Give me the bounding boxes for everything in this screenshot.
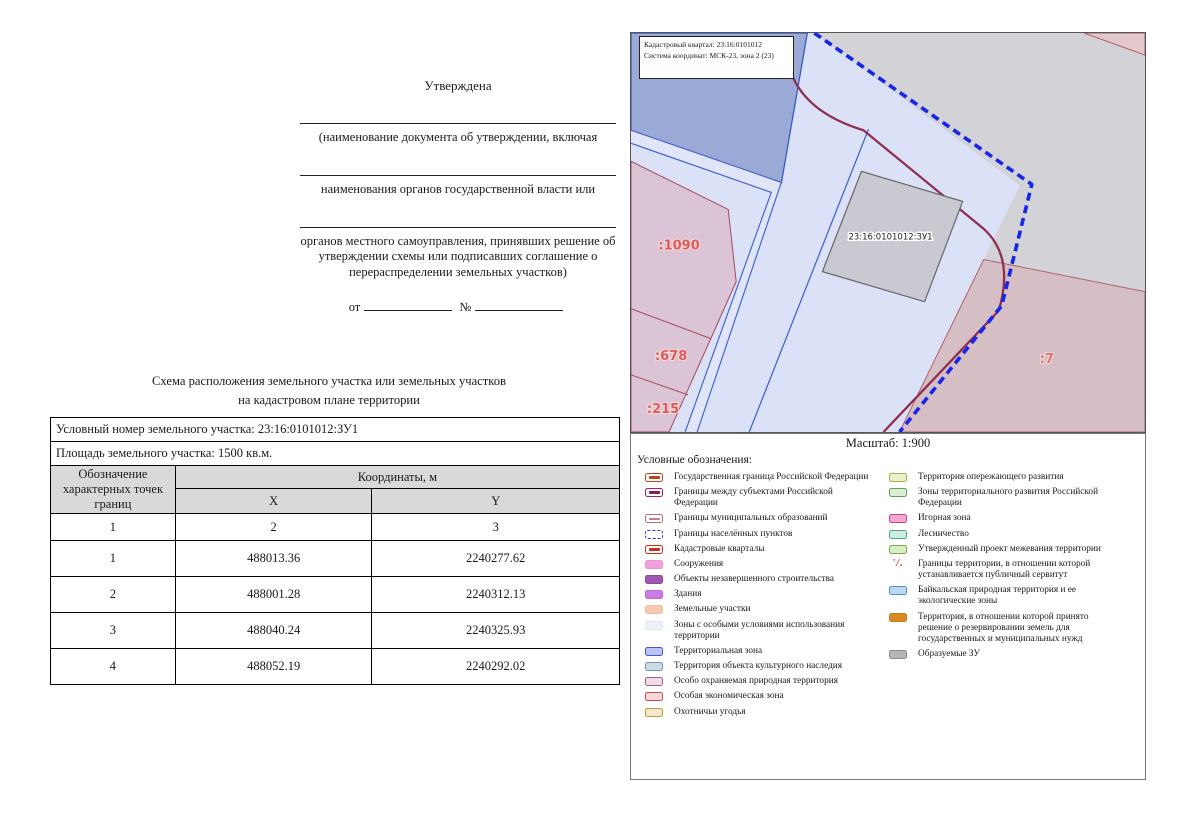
legend-item-label: Территория, в отношении которой принято решение о резервировании земель для государственных и муниципальных нужд (918, 611, 1089, 644)
legend-item-label: Территория объекта культурного наследия (674, 661, 843, 672)
boundary-dash (649, 476, 660, 479)
legend-item-label: Сооружения (674, 558, 724, 569)
blank-caption-2: наименования органов государственной власти или (320, 181, 596, 196)
table-cell: 2240292.02 (372, 649, 620, 685)
cadastral-map (631, 33, 1145, 432)
legend-item-label: Особая экономическая зона (674, 691, 784, 702)
legend-item-label: Границы муниципальных образований (674, 513, 828, 524)
legend-item-label: Здания (674, 589, 702, 600)
legend-item-label: Территориальная зона (674, 645, 763, 656)
legend-column-left (645, 472, 889, 722)
legend-item (889, 556, 1139, 581)
zone-label-7: :7 (1039, 351, 1054, 367)
legend-item-label: Утвержденный проект межевания территории (918, 543, 1101, 554)
legend-columns (631, 470, 1145, 722)
points-column-header: Обозначение характерных точек границ (51, 466, 176, 514)
table-row (51, 649, 620, 685)
table-row (51, 613, 620, 649)
legend-swatch-icon (645, 473, 663, 482)
coordinates-table (50, 417, 620, 685)
numbering-cell: 1 (51, 514, 176, 541)
approved-label: Утверждена (424, 78, 492, 93)
legend-item (889, 649, 1139, 660)
legend-swatch-icon (889, 545, 907, 554)
conditional-number-cell: Условный номер земельного участка: 23:16:0101012:ЗУ1 (51, 418, 620, 442)
legend-item (889, 513, 1139, 524)
legend-swatch-icon (645, 530, 663, 539)
legend-item-label: Кадастровые кварталы (674, 543, 765, 554)
legend-item (889, 487, 1139, 509)
parcel-label: 23:16:0101012:ЗУ1 (848, 232, 933, 243)
legend-item (645, 487, 889, 509)
legend-item-label: Зоны с особыми условиями использования территории (674, 619, 845, 641)
legend-item-label: Охотничьи угодья (674, 706, 746, 717)
legend-swatch-icon (645, 662, 663, 671)
legend-swatch-icon (889, 530, 907, 539)
table-cell: 2240312.13 (372, 577, 620, 613)
legend-swatch-icon (889, 514, 907, 523)
legend-swatch-icon (645, 575, 663, 584)
table-cell: 488001.28 (175, 577, 372, 613)
map-panel (630, 32, 1146, 433)
area-cell: Площадь земельного участка: 1500 кв.м. (51, 442, 620, 466)
boundary-dash (649, 518, 660, 521)
legend-swatch-icon (645, 677, 663, 686)
table-cell: 488052.19 (175, 649, 372, 685)
legend-item (645, 646, 889, 657)
table-cell: 3 (51, 613, 176, 649)
legend-item (645, 604, 889, 615)
zone-label-1090: :1090 (658, 238, 700, 254)
legend-item (645, 676, 889, 687)
legend-item-label: Государственная граница Российской Федерации (674, 472, 869, 482)
legend-swatch-icon (645, 647, 663, 656)
table-cell: 4 (51, 649, 176, 685)
page-title (40, 372, 618, 410)
table-row (51, 541, 620, 577)
x-column-header: X (175, 489, 372, 514)
legend-item-label: Особо охраняемая природная территория (674, 676, 838, 687)
coords-column-header: Координаты, м (175, 466, 619, 489)
legend-item (645, 589, 889, 600)
legend-item (889, 585, 1139, 607)
blank-line (300, 227, 616, 228)
number-blank-field (475, 298, 563, 311)
legend-item-label: Территория опережающего развития (918, 472, 1064, 482)
legend-item (645, 529, 889, 540)
legend-item-label: Границы населённых пунктов (674, 528, 793, 539)
table-cell: 488040.24 (175, 613, 372, 649)
legend-item (645, 707, 889, 718)
blank-line (300, 175, 616, 176)
blank-line (300, 123, 616, 124)
legend-item (889, 529, 1139, 540)
legend-item-label: Зоны территориального развития Российской Федерации (918, 487, 1099, 509)
map-info-box (639, 36, 794, 79)
legend-item (645, 559, 889, 570)
legend-swatch-icon (645, 590, 663, 599)
zone-label-678: :678 (654, 348, 688, 364)
legend-item-label: Объекты незавершенного строительства (674, 574, 834, 585)
table-cell: 2240277.62 (372, 541, 620, 577)
legend-column-right (889, 472, 1139, 722)
legend-swatch-icon (889, 488, 907, 497)
legend-item (645, 544, 889, 555)
legend-swatch-icon (645, 488, 663, 497)
numbering-cell: 2 (175, 514, 372, 541)
table-cell: 2 (51, 577, 176, 613)
legend-swatch-icon (889, 586, 907, 595)
boundary-dash (649, 491, 660, 494)
legend-item-label: Границы между субъектами Российской Федерации (674, 487, 833, 509)
page-title-line1: Схема расположения земельного участка или земельных участков (152, 374, 506, 388)
legend-swatch-icon (645, 708, 663, 717)
boundary-dash (649, 548, 660, 551)
blank-caption-1: (наименование документа об утверждении, включая (318, 130, 598, 145)
number-label: № (459, 300, 472, 315)
legend-swatch-icon (889, 613, 907, 622)
scale-label: Масштаб: 1:900 (845, 436, 931, 450)
legend-item-label: Земельные участки (674, 604, 751, 615)
legend-item (889, 544, 1139, 555)
legend-swatch-icon (645, 621, 663, 630)
zone-label-215: :215 (646, 401, 680, 417)
date-blank-field (364, 298, 452, 311)
legend-swatch-icon (645, 514, 663, 523)
legend-item-label: Байкальская природная территория и ее экологические зоны (918, 585, 1077, 607)
legend-item-label: Лесничество (918, 528, 969, 539)
blank-caption-3: органов местного самоуправления, принявших решение об утверждении схемы или подписавших соглашение о перераспределении земельных участков) (300, 233, 616, 279)
cadastral-quarter-line: Кадастровый квартал: 23:16:0101012 (644, 40, 762, 49)
approval-block (300, 78, 616, 316)
legend-swatch-icon (645, 560, 663, 569)
numbering-cell: 3 (372, 514, 620, 541)
y-column-header: Y (372, 489, 620, 514)
coordinate-system-line: Система координат: МСК-23, зона 2 (23) (644, 50, 774, 60)
public-servitude-icon: '/. (892, 556, 904, 569)
table-cell: 2240325.93 (372, 613, 620, 649)
page-title-line2: на кадастровом плане территории (238, 392, 420, 407)
legend-swatch-icon (889, 473, 907, 482)
legend-swatch-icon (645, 545, 663, 554)
legend-title: Условные обозначения: (637, 454, 753, 466)
legend-panel (630, 433, 1146, 780)
from-label: от (348, 300, 361, 315)
legend-item-label: Игорная зона (918, 513, 971, 524)
legend-item-label: Границы территории, в отношении которой устанавливается публичный сервитут (918, 558, 1091, 581)
table-cell: 1 (51, 541, 176, 577)
legend-item-label: Образуемые ЗУ (918, 649, 980, 660)
legend-item (645, 513, 889, 524)
legend-swatch-icon (645, 605, 663, 614)
table-cell: 488013.36 (175, 541, 372, 577)
legend-item (645, 691, 889, 702)
legend-item (889, 472, 1139, 483)
legend-item (889, 612, 1139, 645)
legend-swatch-icon (645, 692, 663, 701)
legend-item (645, 620, 889, 642)
legend-item (645, 661, 889, 672)
date-number-row (300, 298, 616, 316)
legend-swatch-icon (889, 650, 907, 659)
table-row (51, 577, 620, 613)
legend-item (645, 472, 889, 483)
legend-item (645, 574, 889, 585)
